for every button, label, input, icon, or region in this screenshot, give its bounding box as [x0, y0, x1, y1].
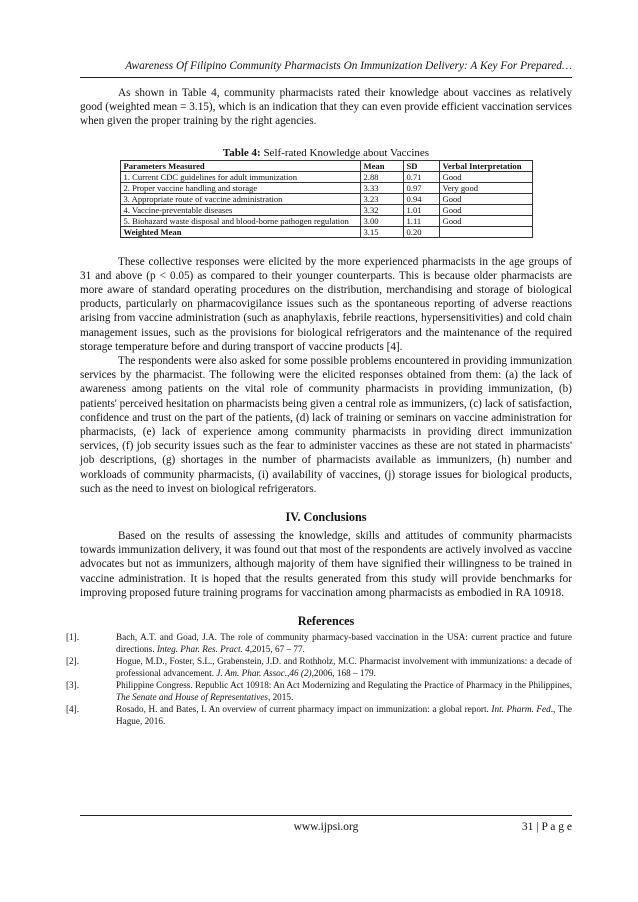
reference-item: [66, 632, 572, 655]
paragraph-problems-encountered: The respondents were also asked for some possible problems encountered in providing immunization services by the pharmacist. The following were the elicited responses obtained from them: (a) the lack of awareness among patients on the vital role of community pharmacists in providing immunization, (b) patients' perceived hesitation on pharmacists being given a central role as immunizers, (c) lack of satisfaction, confidence and trust on the part of the patients, (d) lack of training or seminars on vaccine administration for pharmacists, (e) lack of experience among community pharmacists in providing direct immunization services, (f) job security issues such as the fear to administer vaccines as these are not stated in pharmacists' job descriptions, (g) shortages in the number of pharmacists available as immunizers, (h) number and workloads of community pharmacists, (i) availability of vaccines, (j) storage issues for biological products, such as the need to invest on biological refrigerators.: [80, 355, 572, 495]
paragraph-table-intro: As shown in Table 4, community pharmacists rated their knowledge about vaccines as relatively good (weighted mean = 3.15), which is an indication that they can even provide efficient vaccination services when given the proper training by the right agencies.: [80, 87, 572, 128]
reference-number: [1].: [66, 632, 80, 643]
cell-sd: 0.97: [403, 182, 439, 193]
cell-mean: 3.33: [360, 182, 403, 193]
reference-journal: J. Am. Phar. Assoc.,46 (2),: [216, 667, 314, 678]
cell-weighted-label: Weighted Mean: [120, 226, 360, 237]
table-header-row: [120, 160, 532, 171]
reference-journal: Integ. Phar. Res. Pract. 4,: [156, 643, 253, 654]
reference-number: [4].: [66, 704, 80, 715]
reference-journal: Int. Pharm. Fed: [491, 704, 551, 715]
cell-sd: 0.71: [403, 171, 439, 182]
cell-weighted-mean: 3.15: [360, 226, 403, 237]
col-header-verbal: Verbal Interpretation: [439, 160, 532, 171]
references-heading: References: [297, 614, 355, 629]
table-caption: [80, 147, 572, 159]
footer-page-number: 31 | P a g e: [521, 821, 572, 833]
cell-mean: 3.00: [360, 215, 403, 226]
table-row: [120, 182, 532, 193]
reference-tail: ., The Hague, 2016.: [116, 704, 573, 726]
cell-parameter: 2. Proper vaccine handling and storage: [120, 182, 360, 193]
reference-tail: , 2015.: [267, 691, 294, 702]
table-row: [120, 215, 532, 226]
cell-verbal: Good: [439, 193, 532, 204]
cell-sd: 1.01: [403, 204, 439, 215]
reference-number: [3].: [66, 680, 80, 691]
cell-verbal: Good: [439, 204, 532, 215]
table-row: [120, 193, 532, 204]
main-content: [66, 86, 573, 728]
footer-rule: [80, 815, 572, 816]
cell-parameter: 1. Current CDC guidelines for adult immunization: [120, 171, 360, 182]
reference-text: Hogue, M.D., Foster, S.L., Grabenstein, J.D. and Rothholz, M.C. Pharmacist involvement with immunizations: a decade of professional advancement.: [116, 656, 572, 678]
reference-text: Rosado, H. and Bates, I. An overview of current pharmacy impact on immunization: a global report.: [116, 704, 492, 715]
knowledge-table: [120, 160, 533, 238]
reference-text: Bach, A.T. and Goad, J.A. The role of community pharmacy-based vaccination in the USA: current practice and future directions.: [116, 632, 572, 654]
table-row: [120, 204, 532, 215]
cell-parameter: 3. Appropriate route of vaccine administration: [120, 193, 360, 204]
reference-tail: 2015, 67 – 77.: [252, 643, 305, 654]
reference-text: Philippine Congress. Republic Act 10918: An Act Modernizing and Regulating the Practice of Pharmacy in the Philippines,: [116, 680, 572, 691]
cell-weighted-verbal: [439, 226, 532, 237]
col-header-mean: Mean: [360, 160, 403, 171]
reference-journal: The Senate and House of Representatives: [116, 691, 268, 702]
cell-sd: 1.11: [403, 215, 439, 226]
running-title: Awareness Of Filipino Community Pharmacists On Immunization Delivery: A Key For Prepared…: [125, 60, 572, 72]
paragraph-conclusions: Based on the results of assessing the knowledge, skills and attitudes of community pharmacists towards immunization delivery, it was found out that most of the respondents are actively involved as vaccine advocates but not as immunizers, although majority of them have signified their willingness to be trained in vaccine administration. It is hoped that the results generated from this study will provide benchmarks for improving proposed future training programs for vaccination among pharmacists as embodied in RA 10918.: [80, 530, 572, 599]
col-header-parameters: Parameters Measured: [120, 160, 360, 171]
table-caption-label: Table 4:: [222, 146, 261, 159]
cell-mean: 3.32: [360, 204, 403, 215]
reference-item: [66, 680, 572, 703]
header-rule: [80, 77, 572, 78]
cell-sd: 0.94: [403, 193, 439, 204]
reference-tail: 2006, 168 – 179.: [313, 667, 376, 678]
cell-verbal: Very good: [439, 182, 532, 193]
cell-mean: 2.88: [360, 171, 403, 182]
cell-parameter: 4. Vaccine-preventable diseases: [120, 204, 360, 215]
cell-verbal: Good: [439, 171, 532, 182]
table-caption-text: Self-rated Knowledge about Vaccines: [260, 146, 430, 159]
cell-mean: 3.23: [360, 193, 403, 204]
table-row-weighted-mean: [120, 226, 532, 237]
table-row: [120, 171, 532, 182]
reference-item: [66, 656, 572, 679]
col-header-sd: SD: [403, 160, 439, 171]
reference-number: [2].: [66, 656, 80, 667]
paragraph-experienced-pharmacists: These collective responses were elicited by the more experienced pharmacists in the age groups of 31 and above (p < 0.05) as compared to their younger counterparts. This is because older pharmacists are more aware of standard operating procedures on the distribution, merchandising and storage of biological products, particularly on pharmacovigilance issues such as the spontaneous reporting of adverse reactions arising from vaccine administration (such as anaphylaxis, febrile reactions, hypersensitivities) and cold chain management issues, such as the provisions for biological refrigerators and the maintenance of the required storage temperature before and during transport of vaccine products [4].: [80, 255, 572, 353]
cell-parameter: 5. Biohazard waste disposal and blood-borne pathogen regulation: [120, 215, 360, 226]
footer-website: www.ijpsi.org: [293, 821, 359, 833]
cell-weighted-sd: 0.20: [403, 226, 439, 237]
reference-item: [66, 704, 573, 727]
cell-verbal: Good: [439, 215, 532, 226]
conclusions-heading: IV. Conclusions: [285, 510, 367, 525]
